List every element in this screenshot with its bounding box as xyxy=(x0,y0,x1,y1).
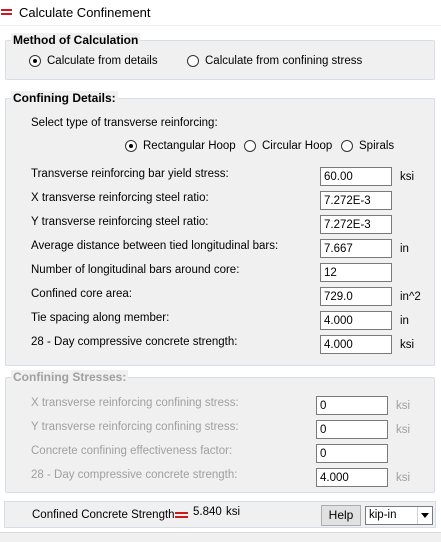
y-steel-ratio-input[interactable] xyxy=(320,215,392,234)
confining-details-group xyxy=(5,91,435,366)
x-steel-ratio-label: X transverse reinforcing steel ratio: xyxy=(31,192,209,204)
tie-spacing-unit: in xyxy=(400,315,409,327)
y-confining-stress-label: Y transverse reinforcing confining stress: xyxy=(31,421,239,433)
core-area-label: Confined core area: xyxy=(31,288,133,300)
help-button[interactable]: Help xyxy=(321,505,361,526)
core-area-unit: in^2 xyxy=(400,291,421,303)
core-area-input[interactable] xyxy=(320,287,392,306)
radio-circle-icon xyxy=(125,140,137,152)
tie-spacing-label: Tie spacing along member: xyxy=(31,312,170,324)
units-select[interactable] xyxy=(365,506,433,525)
radio-calculate-from-confining-stress[interactable]: Calculate from confining stress xyxy=(187,55,362,67)
result-label: Confined Concrete Strength xyxy=(32,509,175,521)
effectiveness-factor-input[interactable] xyxy=(316,444,388,463)
radio-circle-icon xyxy=(244,140,256,152)
avg-distance-unit: in xyxy=(400,243,409,255)
radio-circle-icon xyxy=(187,55,199,67)
stress-concrete-strength-input[interactable] xyxy=(316,468,388,487)
yield-stress-label: Transverse reinforcing bar yield stress: xyxy=(31,168,229,180)
title-bar xyxy=(0,0,441,26)
num-bars-label: Number of longitudinal bars around core: xyxy=(31,264,240,276)
y-confining-stress-unit: ksi xyxy=(396,424,411,436)
window-title: Calculate Confinement xyxy=(19,5,151,20)
y-confining-stress-input[interactable] xyxy=(316,420,388,439)
avg-distance-input[interactable] xyxy=(320,239,392,258)
radio-circular-hoop[interactable]: Circular Hoop xyxy=(244,140,332,152)
result-value: 5.840 xyxy=(193,506,222,518)
effectiveness-factor-label: Concrete confining effectiveness factor: xyxy=(31,445,233,457)
y-steel-ratio-label: Y transverse reinforcing steel ratio: xyxy=(31,216,209,228)
stress-concrete-strength-unit: ksi xyxy=(396,472,411,484)
x-confining-stress-label: X transverse reinforcing confining stress: xyxy=(31,397,239,409)
radio-circle-icon xyxy=(341,140,353,152)
stresses-legend: Confining Stresses: xyxy=(13,370,127,384)
radio-circle-icon xyxy=(29,55,41,67)
concrete-strength-input[interactable] xyxy=(320,335,392,354)
x-confining-stress-unit: ksi xyxy=(396,400,411,412)
method-legend: Method of Calculation xyxy=(13,33,139,47)
chevron-down-icon[interactable] xyxy=(417,507,432,524)
method-group xyxy=(5,33,435,80)
num-bars-input[interactable] xyxy=(320,263,392,282)
avg-distance-label: Average distance between tied longitudinal bars: xyxy=(31,240,279,252)
status-bar xyxy=(0,532,441,542)
reinforcing-type-prompt: Select type of transverse reinforcing: xyxy=(31,117,218,129)
radio-spirals[interactable]: Spirals xyxy=(341,140,394,152)
radio-calculate-from-details[interactable]: Calculate from details xyxy=(29,55,158,67)
result-bar xyxy=(4,501,436,528)
units-select-value: kip-in xyxy=(369,509,397,521)
tie-spacing-input[interactable] xyxy=(320,311,392,330)
result-menu-icon[interactable] xyxy=(175,512,188,520)
concrete-strength-unit: ksi xyxy=(400,339,415,351)
concrete-strength-label: 28 - Day compressive concrete strength: xyxy=(31,336,238,348)
x-confining-stress-input[interactable] xyxy=(316,396,388,415)
result-unit: ksi xyxy=(226,506,241,518)
yield-stress-input[interactable] xyxy=(320,167,392,186)
radio-rectangular-hoop[interactable]: Rectangular Hoop xyxy=(125,140,236,152)
x-steel-ratio-input[interactable] xyxy=(320,191,392,210)
app-menu-icon[interactable] xyxy=(1,9,12,16)
details-legend: Confining Details: xyxy=(13,91,116,105)
confining-stresses-group xyxy=(5,370,435,493)
stress-concrete-strength-label: 28 - Day compressive concrete strength: xyxy=(31,469,238,481)
yield-stress-unit: ksi xyxy=(400,171,415,183)
